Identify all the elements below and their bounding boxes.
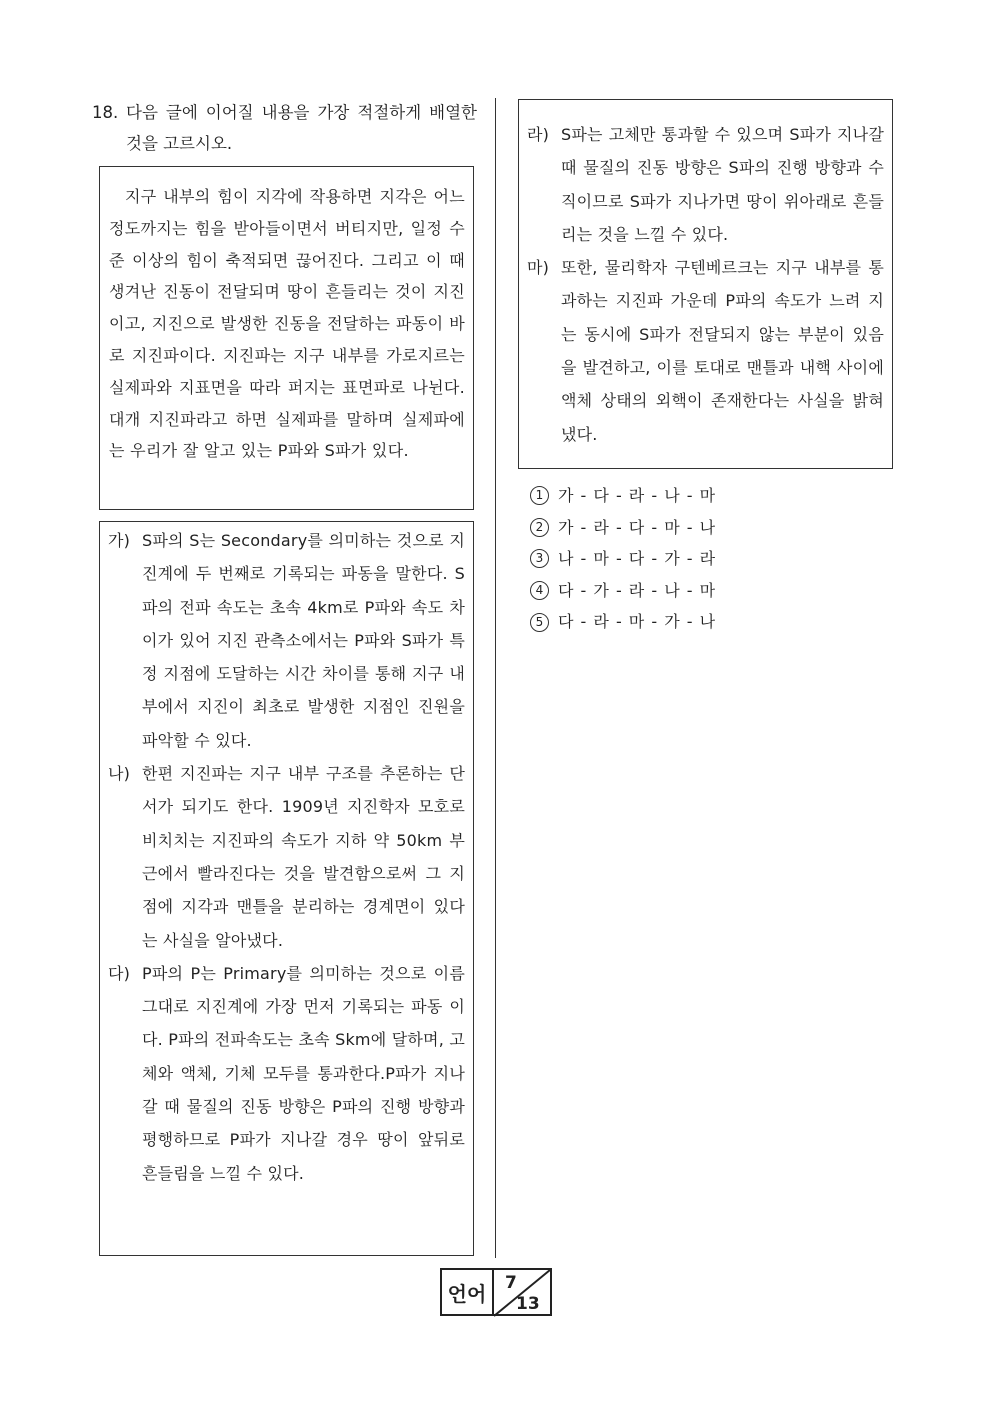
- option-number-circle: 4: [530, 581, 549, 600]
- option-number-circle: 3: [530, 549, 549, 568]
- passage-text: 지구 내부의 힘이 지각에 작용하면 지각은 어느 정도까지는 힘을 받아들이면서 버티지만, 일정 수준 이상의 힘이 축적되면 끊어진다. 그리고 이 때 생겨난 진동이 전달되며 땅이 흔들리는 것이 지진이고, 지진으로 발생한 진동을 전달하는 파동이 바로 지진파이다. 지진파는 지구 내부를 가로지르는 실제파와 지표면을 따라 퍼지는 표면파로 나뉜다. 대개 지진파라고 하면 실제파를 말하며 실제파에는 우리가 잘 알고 있는 P파와 S파가 있다.: [109, 187, 465, 461]
- option-1[interactable]: [530, 480, 830, 512]
- item-ma: [527, 251, 884, 451]
- items-box-right: [518, 99, 893, 469]
- option-sequence: 나 - 마 - 다 - 가 - 라: [558, 549, 717, 569]
- option-sequence: 가 - 다 - 라 - 나 - 마: [558, 486, 717, 505]
- items-box-left: [99, 521, 474, 1256]
- subject-label: 언어: [440, 1268, 494, 1316]
- total-pages: 13: [516, 1294, 540, 1314]
- item-ga: [108, 524, 465, 757]
- question-prompt: 다음 글에 이어질 내용을 가장 적절하게 배열한 것을 고르시오.: [126, 103, 477, 153]
- question-number: 18.: [92, 103, 119, 122]
- item-text: S파는 고체만 통과할 수 있으며 S파가 지나갈 때 물질의 진동 방향은 S파의 진행 방향과 수직이므로 S파가 지나가면 땅이 위아래로 흔들리는 것을 느낄 수 있다.: [561, 125, 884, 244]
- item-mark: 다): [108, 963, 131, 983]
- item-mark: 가): [108, 531, 131, 550]
- page-counter: [494, 1268, 552, 1316]
- current-page: 7: [505, 1273, 517, 1293]
- passage-box: [99, 166, 474, 510]
- option-sequence: 다 - 라 - 마 - 가 - 나: [558, 612, 717, 632]
- item-text: 또한, 물리학자 구텐베르크는 지구 내부를 통과하는 지진파 가운데 P파의 속도가 느려 지는 동시에 S파가 전달되지 않는 부분이 있음을 발견하고, 이를 토대로 맨틀과 내핵 사이에 액체 상태의 외핵이 존재한다는 사실을 밝혀냈다.: [561, 258, 884, 444]
- option-number-circle: 1: [530, 486, 549, 505]
- item-mark: 라): [527, 125, 550, 144]
- page-footer: [440, 1268, 552, 1318]
- option-2[interactable]: [530, 512, 830, 544]
- question-header: [92, 97, 477, 159]
- item-na: [108, 757, 465, 957]
- option-5[interactable]: [530, 606, 830, 638]
- option-3[interactable]: [530, 543, 830, 575]
- item-ra: [527, 118, 884, 251]
- option-number-circle: 5: [530, 613, 549, 632]
- option-sequence: 다 - 가 - 라 - 나 - 마: [558, 580, 717, 600]
- option-sequence: 가 - 라 - 다 - 마 - 나: [558, 517, 717, 537]
- item-text: S파의 S는 Secondary를 의미하는 것으로 지진계에 두 번째로 기록되는 파동을 말한다. S파의 전파 속도는 초속 4km로 P파와 속도 차이가 있어 지진 관측소에서는 P파와 S파가 특정 지점에 도달하는 시간 차이를 통해 지구 내부에서 지진이 최초로 발생한 지점인 진원을 파악할 수 있다.: [142, 531, 465, 750]
- item-da: [108, 957, 465, 1190]
- item-text: 한편 지진파는 지구 내부 구조를 추론하는 단서가 되기도 한다. 1909년 지진학자 모호로비치치는 지진파의 속도가 지하 약 50km 부근에서 빨라진다는 것을 발견함으로써 그 지점에 지각과 맨틀을 분리하는 경계면이 있다는 사실을 알아냈다.: [142, 764, 465, 950]
- answer-options: [530, 480, 830, 638]
- option-4[interactable]: [530, 575, 830, 607]
- option-number-circle: 2: [530, 518, 549, 537]
- item-text: P파의 P는 Primary를 의미하는 것으로 이름 그대로 지진계에 가장 먼저 기록되는 파동 이다. P파의 전파속도는 초속 Skm에 달하며, 고체와 액체, 기체 모두를 통과한다.P파가 지나갈 때 물질의 진동 방향은 P파의 진행 방향과 평행하므로 P파가 지나갈 경우 땅이 앞뒤로 흔들림을 느낄 수 있다.: [142, 963, 465, 1183]
- item-mark: 마): [527, 258, 550, 278]
- column-divider: [495, 98, 496, 1258]
- item-mark: 나): [108, 764, 131, 784]
